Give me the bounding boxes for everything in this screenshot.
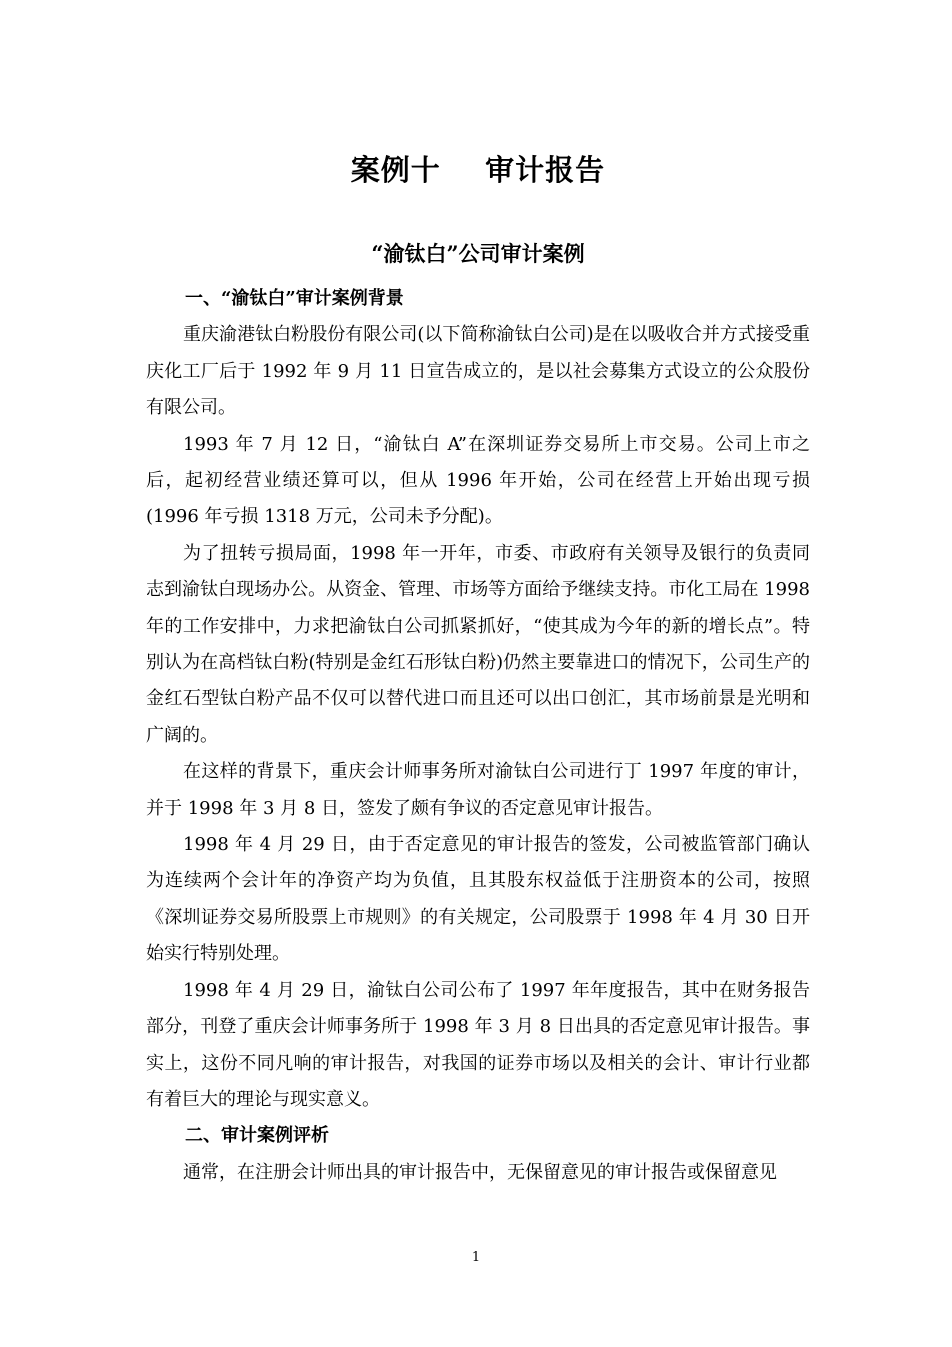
- section-heading-analysis: 二、审计案例评析: [185, 1125, 329, 1147]
- paragraph: 通常，在注册会计师出具的审计报告中，无保留意见的审计报告或保留意见: [183, 1161, 777, 1183]
- body-text: [146, 281, 810, 1191]
- paragraph: 为了扭转亏损局面，1998 年一开年，市委、市政府有关领导及银行的负责同志到渝钛白现场办公。从资金、管理、市场等方面给予继续支持。市化工局在 1998 年的工作安排中，力求把渝钛白公司抓紧抓好，“使其成为今年的新的增长点”。特别认为在高档钛白粉(特别是金红石形钛白粉)仍然主要靠进口的情况下，公司生产的金红石型钛白粉产品不仅可以替代进口而且还可以出口创汇，其市场前景是光明和广阔的。: [146, 542, 810, 746]
- paragraph: 1998 年 4 月 29 日，渝钛白公司公布了 1997 年年度报告，其中在财务报告部分，刊登了重庆会计师事务所于 1998 年 3 月 8 日出具的否定意见审计报告。事实上，这份不同凡响的审计报告，对我国的证券市场以及相关的会计、审计行业都有着巨大的理论与现实意义。: [146, 979, 810, 1110]
- paragraph: 1993 年 7 月 12 日，“渝钛白 A”在深圳证券交易所上市交易。公司上市之后，起初经营业绩还算可以，但从 1996 年开始，公司在经营上开始出现亏损(1996 年亏损 1318 万元，公司未予分配)。: [146, 433, 810, 528]
- paragraph: 1998 年 4 月 29 日，由于否定意见的审计报告的签发，公司被监管部门确认为连续两个会计年的净资产均为负值，且其股东权益低于注册资本的公司，按照《深圳证券交易所股票上市规则》的有关规定，公司股票于 1998 年 4 月 30 日开始实行特别处理。: [146, 834, 810, 965]
- page-number: 1: [471, 1250, 481, 1265]
- chapter-title: 案例十 审计报告: [350, 153, 606, 187]
- paragraph: 重庆渝港钛白粉股份有限公司(以下简称渝钛白公司)是在以吸收合并方式接受重庆化工厂后于 1992 年 9 月 11 日宣告成立的，是以社会募集方式设立的公众股份有限公司。: [146, 324, 810, 419]
- paragraph: 在这样的背景下，重庆会计师事务所对渝钛白公司进行丁 1997 年度的审计，并于 1998 年 3 月 8 日，签发了颇有争议的否定意见审计报告。: [146, 761, 810, 819]
- section-heading-background: 一、“渝钛白”审计案例背景: [185, 288, 404, 309]
- case-title: “渝钛白”公司审计案例: [371, 241, 585, 266]
